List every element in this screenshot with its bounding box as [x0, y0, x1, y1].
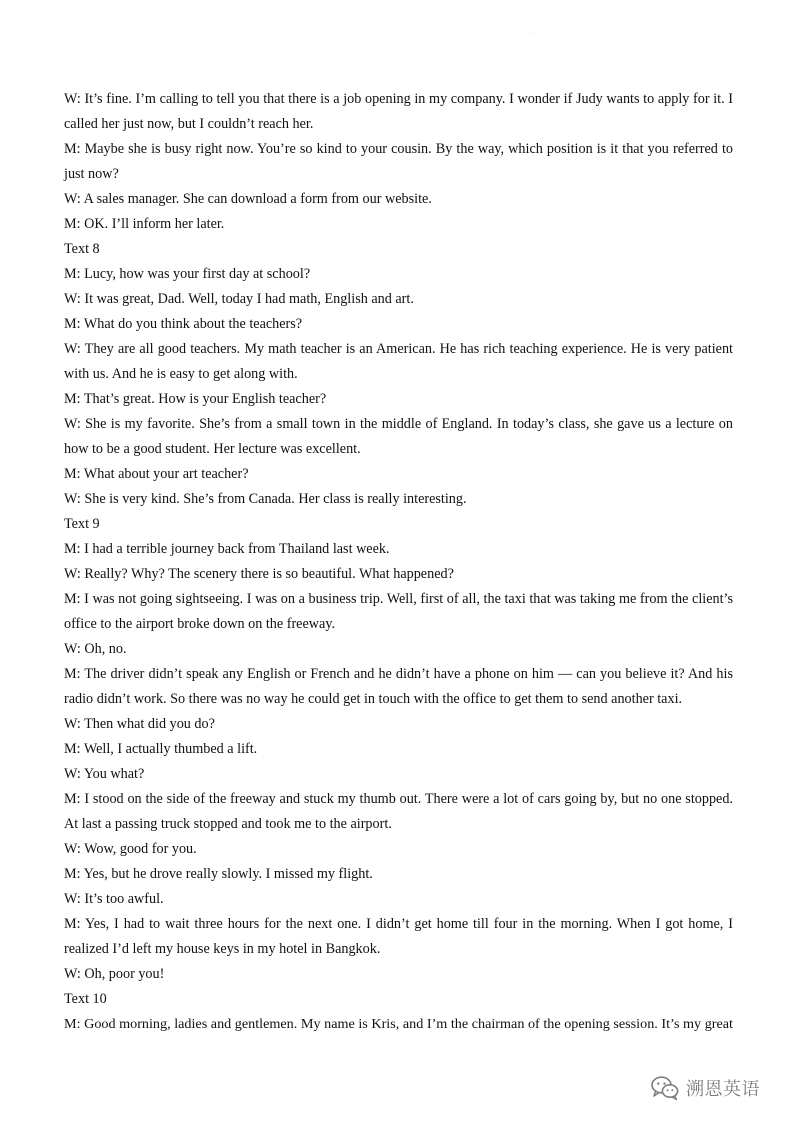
transcript-line: W: Really? Why? The scenery there is so beautiful. What happened? — [64, 566, 454, 582]
transcript-line: Text 8 — [64, 241, 100, 257]
transcript-line: Text 10 — [64, 991, 107, 1007]
watermark — [650, 1073, 760, 1103]
transcript-line: M: OK. I’ll inform her later. — [64, 216, 225, 232]
transcript-line: M: That’s great. How is your English teacher? — [64, 391, 327, 407]
transcript-line: realized I’d left my house keys in my hotel in Bangkok. — [64, 941, 381, 957]
transcript-line: At last a passing truck stopped and took me to the airport. — [64, 816, 392, 832]
transcript-line: M: I was not going sightseeing. I was on a business trip. Well, first of all, the taxi that was taking me from the client’s — [64, 591, 733, 607]
transcript-line: M: Good morning, ladies and gentlemen. My name is Kris, and I’m the chairman of the opening session. It’s my great — [64, 1016, 733, 1032]
transcript-line: W: You what? — [64, 766, 145, 782]
transcript-line: W: It’s too awful. — [64, 891, 164, 907]
transcript-line: M: What do you think about the teachers? — [64, 316, 303, 332]
transcript-line: with us. And he is easy to get along with. — [64, 366, 298, 382]
transcript-line: W: It was great, Dad. Well, today I had math, English and art. — [64, 291, 414, 307]
transcript-line: M: I had a terrible journey back from Thailand last week. — [64, 541, 390, 557]
transcript-body — [64, 87, 733, 1037]
transcript-line: M: I stood on the side of the freeway and stuck my thumb out. There were a lot of cars going by, but no one stopped. — [64, 791, 733, 807]
header-mark: . — [530, 30, 532, 36]
transcript-line: W: She is my favorite. She’s from a small town in the middle of England. In today’s class, she gave us a lecture on — [64, 416, 733, 432]
transcript-line: Text 9 — [64, 516, 100, 532]
transcript-line: radio didn’t work. So there was no way he could get in touch with the office to get them to send another taxi. — [64, 691, 683, 707]
transcript-line: M: Lucy, how was your first day at school? — [64, 266, 311, 282]
transcript-line: W: A sales manager. She can download a form from our website. — [64, 191, 432, 207]
transcript-line: how to be a good student. Her lecture was excellent. — [64, 441, 361, 457]
transcript-line: W: They are all good teachers. My math teacher is an American. He has rich teaching experience. He is very patient — [64, 341, 733, 357]
transcript-line: M: Yes, I had to wait three hours for the next one. I didn’t get home till four in the morning. When I got home, I — [64, 916, 733, 932]
transcript-line: W: Oh, poor you! — [64, 966, 165, 982]
transcript-line: W: It’s fine. I’m calling to tell you that there is a job opening in my company. I wonder if Judy wants to apply for it. I — [64, 91, 733, 107]
transcript-line: M: Maybe she is busy right now. You’re so kind to your cousin. By the way, which position is it that you referred to — [64, 141, 733, 157]
transcript-line: M: What about your art teacher? — [64, 466, 249, 482]
transcript-line: office to the airport broke down on the freeway. — [64, 616, 336, 632]
transcript-line: W: Then what did you do? — [64, 716, 215, 732]
wechat-icon — [650, 1075, 680, 1101]
transcript-line: M: Yes, but he drove really slowly. I missed my flight. — [64, 866, 373, 882]
transcript-line: M: Well, I actually thumbed a lift. — [64, 741, 258, 757]
transcript-line: called her just now, but I couldn’t reach her. — [64, 116, 314, 132]
transcript-line: W: She is very kind. She’s from Canada. Her class is really interesting. — [64, 491, 467, 507]
transcript-line: just now? — [64, 166, 119, 182]
transcript-line: W: Wow, good for you. — [64, 841, 197, 857]
watermark-text: 溯恩英语 — [686, 1079, 760, 1100]
transcript-line: M: The driver didn’t speak any English or French and he didn’t have a phone on him — can you believe it? And his — [64, 666, 733, 682]
transcript-line: W: Oh, no. — [64, 641, 127, 657]
